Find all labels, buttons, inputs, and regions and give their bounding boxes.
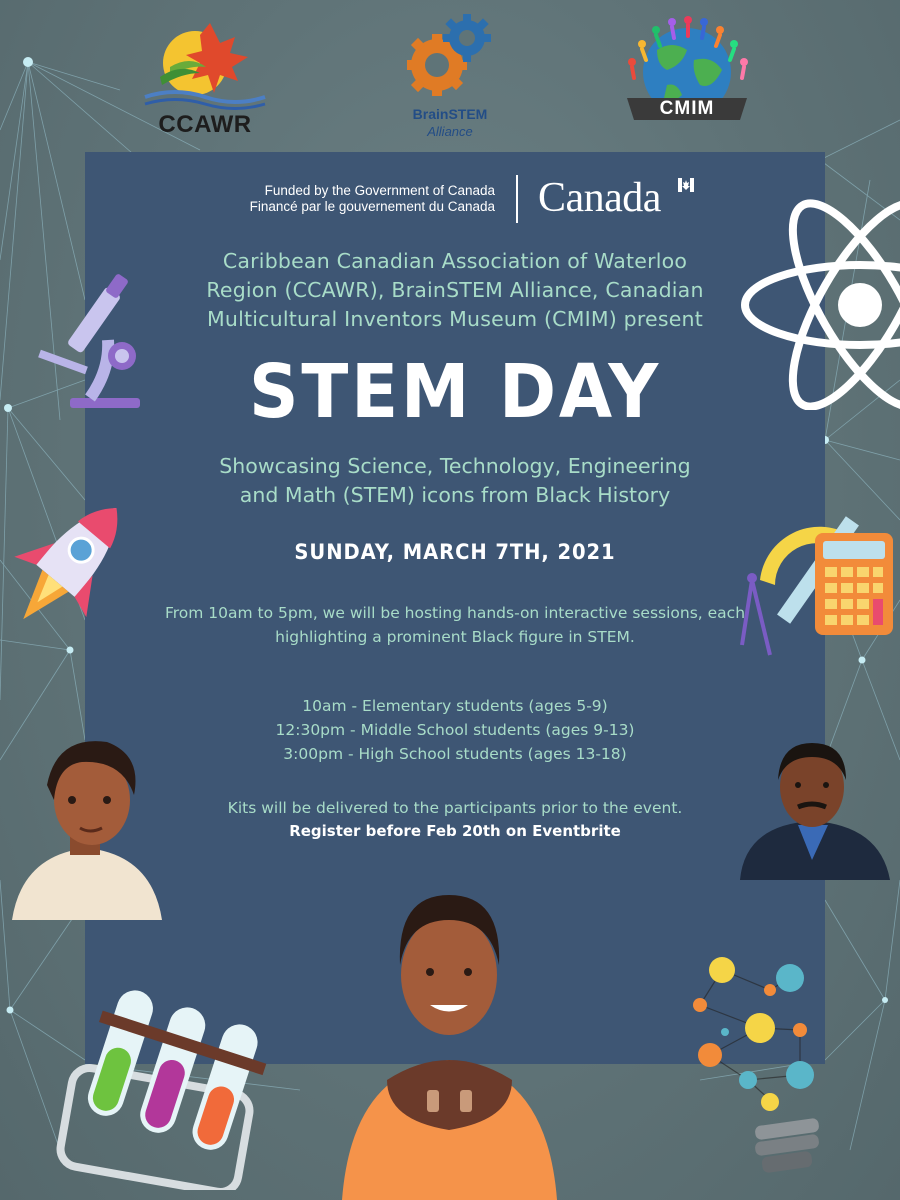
compass-icon — [742, 580, 770, 655]
canada-wordmark: Canada — [538, 175, 661, 221]
schedule-list — [85, 694, 825, 766]
test-tubes-icon — [55, 985, 285, 1190]
kits-note: Kits will be delivered to the participants prior to the event. — [227, 799, 683, 817]
funding-statement-french: Financé par le gouvernement du Canada — [249, 199, 495, 214]
portrait-woman-illustration — [12, 730, 162, 920]
gears-icon — [395, 10, 505, 105]
schedule-item: 3:00pm - High School students (ages 13-18) — [283, 745, 627, 763]
event-description: From 10am to 5pm, we will be hosting hands-on interactive sessions, each highlighting a prominent Black figure in STEM. — [164, 604, 746, 646]
atom-icon — [740, 195, 900, 410]
funding-divider — [516, 175, 518, 223]
math-tools-icon — [740, 505, 900, 670]
cmim-logo-text: CMIM — [659, 98, 715, 119]
schedule-item: 12:30pm - Middle School students (ages 9-13) — [275, 721, 635, 739]
portrait-astronaut-illustration — [342, 880, 557, 1200]
presenters-line: Caribbean Canadian Association of Waterloo — [222, 249, 688, 273]
event-title: STEM DAY — [249, 349, 661, 435]
brainstem-logo-subtext: Alliance — [427, 124, 473, 139]
microscope-icon — [30, 270, 150, 415]
event-tagline — [85, 452, 825, 510]
brainstem-logo-text: BrainSTEM — [412, 106, 488, 122]
schedule-item: 10am - Elementary students (ages 5-9) — [302, 697, 608, 715]
tagline-line: Showcasing Science, Technology, Engineering — [219, 454, 691, 478]
tagline-line: and Math (STEM) icons from Black History — [239, 483, 671, 507]
event-date: SUNDAY, MARCH 7TH, 2021 — [294, 540, 616, 564]
rocket-icon — [0, 485, 135, 650]
funding-statement-english: Funded by the Government of Canada — [264, 183, 495, 198]
brainstem-logo — [395, 10, 505, 145]
ccawr-emblem-icon — [140, 15, 270, 110]
presenters-line: Region (CCAWR), BrainSTEM Alliance, Canadian — [206, 278, 704, 302]
ccawr-logo — [140, 15, 270, 140]
portrait-man-illustration — [740, 735, 890, 880]
lightbulb-network-icon — [670, 950, 840, 1180]
register-note: Register before Feb 20th on Eventbrite — [289, 822, 621, 840]
presenters-text — [85, 247, 825, 334]
presenters-line: Multicultural Inventors Museum (CMIM) present — [207, 307, 703, 331]
ccawr-logo-text: CCAWR — [158, 111, 252, 138]
canada-flag-icon — [678, 178, 694, 192]
cmim-logo — [612, 10, 762, 130]
funding-statement — [140, 183, 495, 215]
